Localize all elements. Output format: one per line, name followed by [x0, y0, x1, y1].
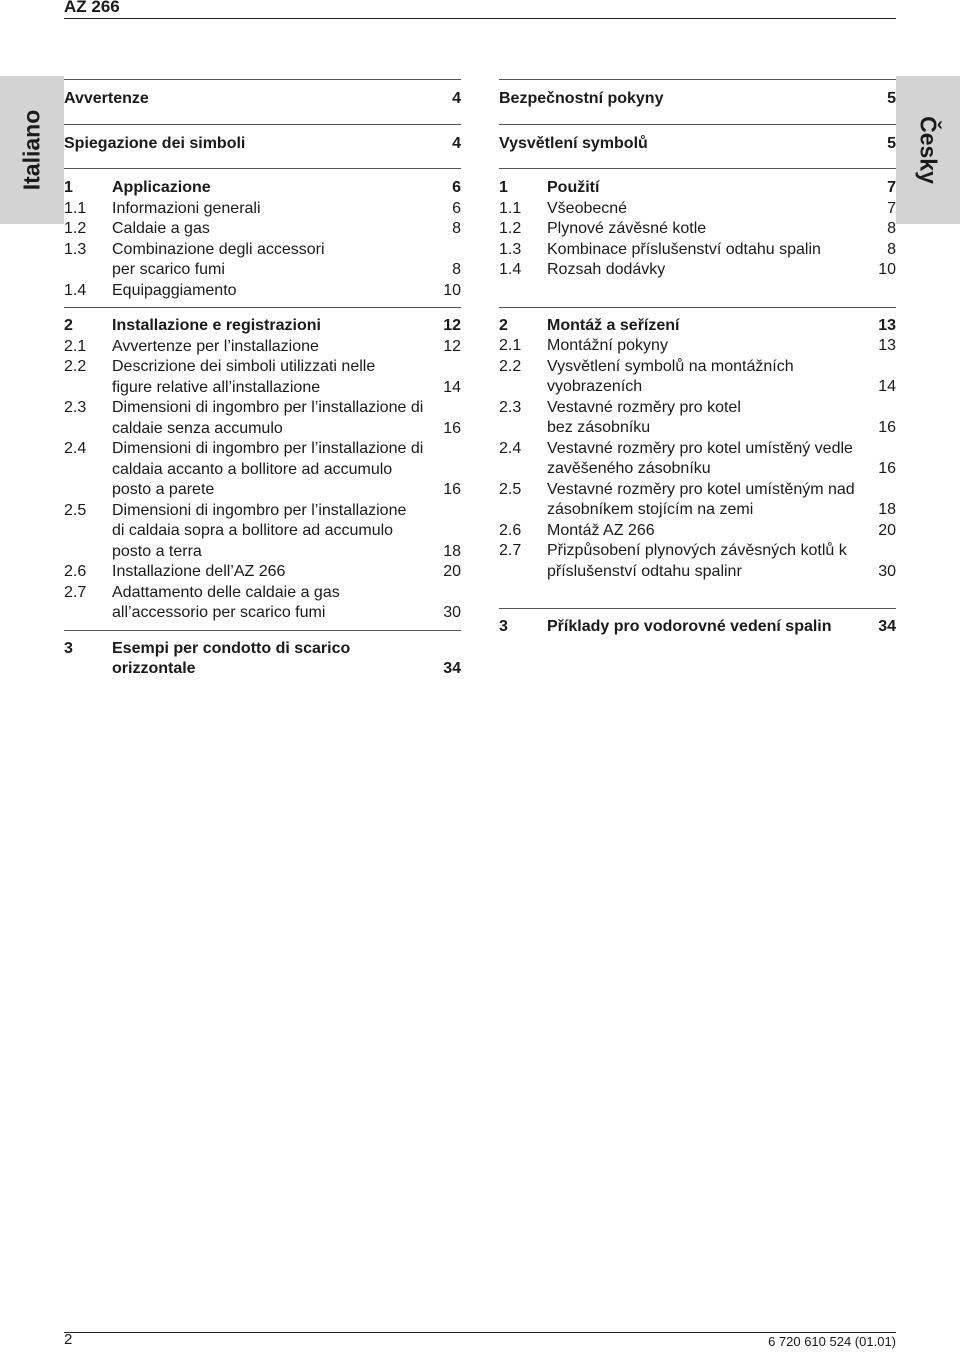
- toc-subentry[interactable]: [499, 219, 896, 240]
- toc-chapter-page: 34: [443, 660, 461, 677]
- header-divider: [64, 18, 896, 19]
- toc-subentry[interactable]: [499, 240, 896, 261]
- toc-subentry-number: 2.7: [499, 542, 522, 559]
- toc-subentry[interactable]: [64, 501, 461, 563]
- toc-subentry[interactable]: [499, 260, 896, 281]
- toc-subentry-page: 14: [878, 378, 896, 395]
- toc-subentry-page: 8: [452, 261, 461, 278]
- toc-chapter-label: Applicazione: [112, 179, 211, 196]
- toc-subentry[interactable]: [499, 521, 896, 542]
- toc-entry-page: 5: [887, 90, 896, 107]
- toc-italiano: [64, 79, 461, 680]
- toc-subentry[interactable]: [499, 541, 896, 582]
- document-code: 6 720 610 524 (01.01): [768, 1334, 896, 1349]
- toc-subentry[interactable]: [64, 439, 461, 501]
- toc-subentry-number: 2.6: [64, 563, 87, 580]
- toc-subentry-label: Dimensioni di ingombro per l’installazione di caldaia accanto a bollitore ad accumulo posto a parete: [112, 440, 424, 498]
- toc-subentry-number: 1.1: [499, 199, 522, 217]
- toc-entry[interactable]: [64, 89, 461, 110]
- toc-chapter-number: 3: [499, 618, 508, 635]
- toc-entry[interactable]: [64, 134, 461, 155]
- toc-chapter[interactable]: [64, 178, 461, 199]
- toc-subentry-number: 2.2: [64, 358, 87, 375]
- toc-subentry[interactable]: [64, 240, 461, 281]
- toc-subentry[interactable]: [499, 336, 896, 357]
- toc-chapter-page: 7: [887, 179, 896, 196]
- toc-subentry-number: 2.4: [64, 440, 87, 457]
- toc-subentry-page: 16: [443, 419, 461, 437]
- toc-subentry-label: Kombinace příslušenství odtahu spalin: [547, 240, 821, 258]
- toc-subentry-page: 6: [452, 199, 461, 217]
- toc-chapter-page: 12: [443, 317, 461, 334]
- toc-subentry-page: 30: [878, 562, 896, 580]
- toc-subentry-page: 18: [443, 542, 461, 560]
- toc-cesky: [499, 79, 896, 638]
- toc-subentry[interactable]: [64, 219, 461, 240]
- toc-subentry-number: 1.4: [64, 281, 87, 299]
- language-tab-cesky: [896, 76, 960, 224]
- toc-subentry-label: Vestavné rozměry pro kotel bez zásobníku: [547, 398, 741, 436]
- toc-subentry[interactable]: [499, 439, 896, 480]
- language-tab-label: Česky: [915, 116, 942, 184]
- toc-subentry[interactable]: [64, 281, 461, 302]
- toc-entry-label: Avvertenze: [64, 90, 149, 107]
- toc-subentry-label: Vestavné rozměry pro kotel umístěný vedle zavěšeného zásobníku: [547, 439, 853, 477]
- toc-entry-label: Bezpečnostní pokyny: [499, 90, 664, 107]
- toc-chapter[interactable]: [499, 316, 896, 337]
- toc-chapter-number: 1: [64, 179, 73, 196]
- toc-subentry-number: 2.6: [499, 521, 522, 539]
- toc-subentry-page: 10: [878, 261, 896, 278]
- toc-subentry-number: 1.4: [499, 261, 522, 278]
- toc-subentry-number: 2.5: [64, 501, 87, 519]
- toc-subentry-number: 2.2: [499, 357, 522, 375]
- toc-subentry-label: Rozsah dodávky: [547, 261, 666, 278]
- toc-subentry-label: Combinazione degli accessori per scarico fumi: [112, 240, 325, 278]
- toc-subentry-label: Dimensioni di ingombro per l’installazione di caldaia sopra a bollitore ad accumulo posto a terra: [112, 501, 407, 560]
- toc-subentry-number: 2.1: [499, 337, 522, 354]
- toc-subentry-number: 2.5: [499, 480, 522, 498]
- toc-chapter[interactable]: [64, 316, 461, 337]
- toc-subentry-page: 12: [443, 337, 461, 355]
- toc-subentry-label: Montážní pokyny: [547, 337, 668, 354]
- toc-subentry-page: 14: [443, 378, 461, 396]
- toc-subentry[interactable]: [64, 562, 461, 583]
- toc-chapter-label: Příklady pro vodorovné vedení spalin: [547, 618, 832, 635]
- toc-subentry[interactable]: [64, 398, 461, 439]
- toc-subentry[interactable]: [499, 199, 896, 220]
- toc-chapter-label: Montáž a seřízení: [547, 316, 680, 334]
- toc-subentry-page: 13: [878, 337, 896, 354]
- toc-chapter-label: Použití: [547, 179, 600, 196]
- toc-subentry-page: 7: [887, 199, 896, 217]
- toc-subentry-page: 8: [452, 220, 461, 237]
- toc-entry-label: Vysvětlení symbolů: [499, 134, 648, 152]
- toc-chapter-number: 2: [64, 317, 73, 334]
- toc-subentry-label: Vestavné rozměry pro kotel umístěným nad zásobníkem stojícím na zemi: [547, 480, 855, 518]
- toc-entry-page: 4: [452, 134, 461, 152]
- toc-subentry[interactable]: [499, 398, 896, 439]
- toc-chapter-page: 13: [878, 316, 896, 334]
- toc-subentry-label: Caldaie a gas: [112, 220, 210, 237]
- toc-subentry-page: 16: [878, 460, 896, 477]
- toc-subentry-number: 2.1: [64, 337, 87, 355]
- document-title: AZ 266: [64, 0, 120, 16]
- toc-subentry-page: 16: [443, 481, 461, 498]
- toc-subentry-page: 20: [878, 521, 896, 539]
- language-tab-label: Italiano: [18, 109, 45, 191]
- toc-subentry-label: Vysvětlení symbolů na montážních vyobrazeních: [547, 357, 794, 395]
- toc-subentry-label: Avvertenze per l’installazione: [112, 337, 319, 355]
- toc-chapter-number: 3: [64, 639, 73, 657]
- toc-subentry-label: Installazione dell’AZ 266: [112, 563, 286, 580]
- toc-subentry-label: Všeobecné: [547, 199, 628, 217]
- toc-subentry-page: 8: [887, 240, 896, 258]
- toc-subentry-page: 20: [443, 563, 461, 580]
- toc-subentry-number: 1.3: [64, 240, 87, 258]
- toc-subentry-label: Adattamento delle caldaie a gas all’accessorio per scarico fumi: [112, 583, 340, 621]
- toc-subentry-page: 30: [443, 604, 461, 621]
- toc-subentry[interactable]: [64, 199, 461, 220]
- toc-subentry[interactable]: [64, 337, 461, 358]
- toc-subentry-number: 1.3: [499, 240, 522, 258]
- toc-subentry-number: 1.1: [64, 199, 87, 217]
- toc-entry-label: Spiegazione dei simboli: [64, 134, 246, 152]
- page-number: 2: [64, 1331, 73, 1348]
- toc-subentry[interactable]: [64, 583, 461, 624]
- toc-entry[interactable]: [499, 134, 896, 155]
- toc-chapter-label: Installazione e registrazioni: [112, 317, 321, 334]
- toc-subentry-label: Montáž AZ 266: [547, 521, 655, 539]
- toc-chapter[interactable]: [64, 639, 461, 680]
- toc-subentry-label: Plynové závěsné kotle: [547, 220, 707, 237]
- toc-subentry-number: 2.3: [64, 399, 87, 416]
- toc-subentry-label: Equipaggiamento: [112, 281, 237, 299]
- toc-subentry[interactable]: [499, 357, 896, 398]
- toc-subentry-number: 2.4: [499, 439, 522, 457]
- language-tab-italiano: [0, 76, 64, 224]
- toc-subentry-label: Informazioni generali: [112, 199, 261, 217]
- toc-subentry-label: Dimensioni di ingombro per l’installazione di caldaie senza accumulo: [112, 399, 424, 437]
- toc-subentry-number: 1.2: [499, 220, 522, 237]
- toc-chapter-label: Esempi per condotto di scarico orizzontale: [112, 639, 351, 677]
- toc-subentry-number: 1.2: [64, 220, 87, 237]
- toc-subentry-page: 10: [443, 281, 461, 299]
- toc-subentry[interactable]: [499, 480, 896, 521]
- toc-subentry-page: 16: [878, 419, 896, 436]
- toc-chapter-number: 1: [499, 179, 508, 196]
- toc-subentry-label: Přizpůsobení plynových závěsných kotlů k příslušenství odtahu spalinr: [547, 542, 847, 580]
- toc-entry-page: 4: [452, 90, 461, 107]
- toc-subentry-page: 8: [887, 220, 896, 237]
- toc-chapter[interactable]: [499, 178, 896, 199]
- toc-subentry-number: 2.3: [499, 398, 522, 416]
- toc-subentry-page: 18: [878, 501, 896, 518]
- toc-chapter-page: 6: [452, 179, 461, 196]
- toc-subentry-label: Descrizione dei simboli utilizzati nelle figure relative all’installazione: [112, 358, 376, 396]
- toc-chapter-number: 2: [499, 316, 508, 334]
- toc-subentry[interactable]: [64, 357, 461, 398]
- toc-entry-page: 5: [887, 134, 896, 152]
- toc-chapter[interactable]: [499, 617, 896, 638]
- toc-subentry-number: 2.7: [64, 583, 87, 601]
- toc-chapter-page: 34: [878, 618, 896, 635]
- toc-entry[interactable]: [499, 89, 896, 110]
- footer-divider: [64, 1332, 896, 1333]
